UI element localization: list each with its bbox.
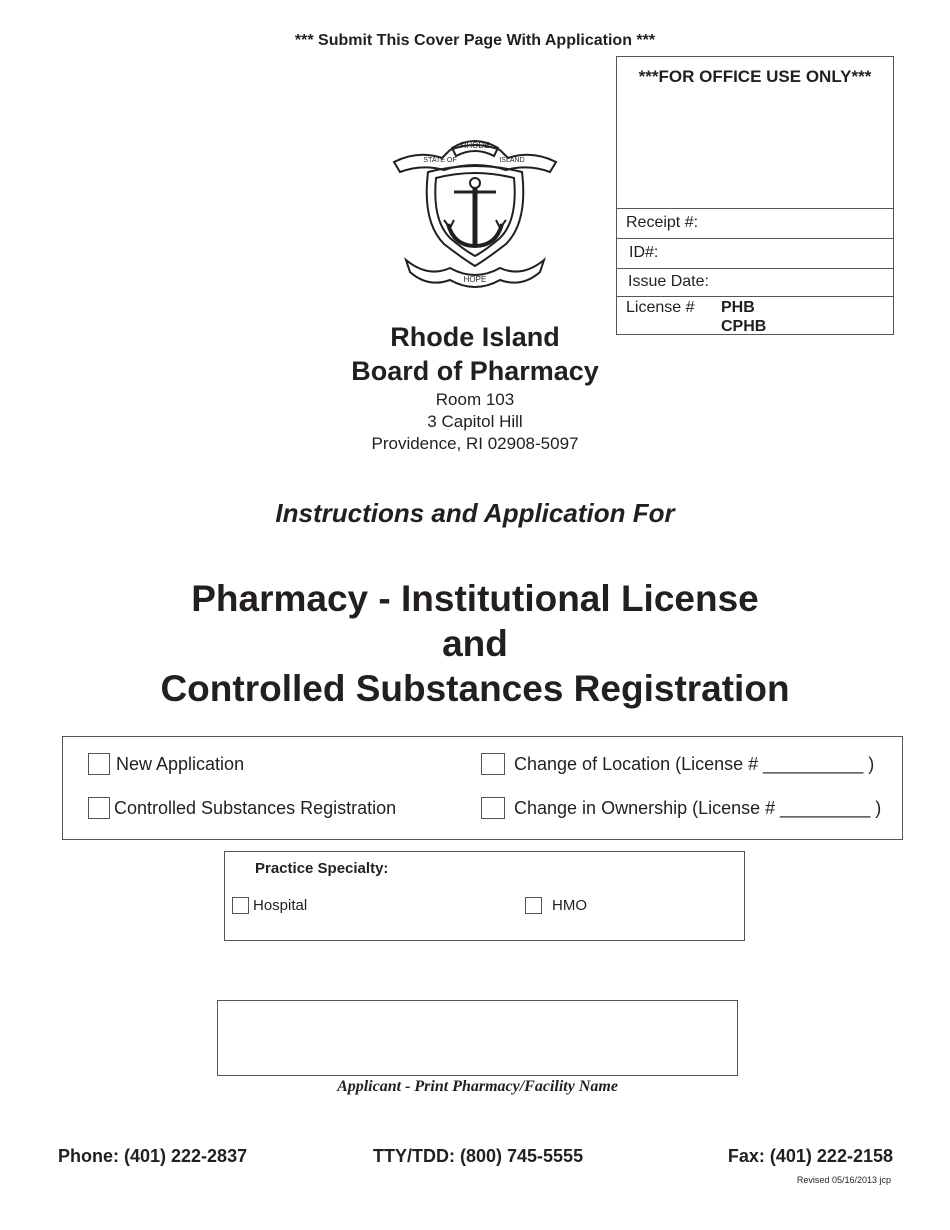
change-location-checkbox[interactable]	[481, 753, 505, 775]
change-ownership-checkbox[interactable]	[481, 797, 505, 819]
hmo-option[interactable]	[525, 897, 587, 914]
change-location-option[interactable]	[481, 753, 874, 775]
seal-bottom-text: HOPE	[463, 275, 487, 284]
receipt-field	[617, 208, 893, 238]
seal-right-text: ISLAND	[499, 157, 525, 164]
hmo-checkbox[interactable]	[525, 897, 542, 914]
board-name-line1: Rhode Island	[390, 322, 560, 352]
main-title-line: Pharmacy - Institutional License	[191, 578, 759, 619]
hospital-option[interactable]	[232, 897, 307, 914]
seal-top-text: RHODE	[460, 141, 490, 150]
id-label: ID#:	[629, 244, 659, 261]
application-type-box	[62, 736, 903, 840]
instructions-title: Instructions and Application For	[275, 498, 675, 528]
change-location-label: Change of Location (License # __________ )	[514, 753, 875, 774]
receipt-label: Receipt #:	[626, 214, 699, 231]
issue-date-label: Issue Date:	[628, 273, 709, 290]
office-use-title: ***FOR OFFICE USE ONLY***	[638, 67, 872, 86]
change-ownership-label: Change in Ownership (License # _________ )	[514, 797, 882, 818]
rhode-island-seal-logo	[388, 132, 562, 294]
practice-specialty-title: Practice Specialty:	[255, 860, 389, 877]
id-field	[617, 238, 893, 268]
hospital-checkbox[interactable]	[232, 897, 249, 914]
controlled-substances-option[interactable]	[88, 797, 396, 819]
facility-name-field[interactable]	[217, 1000, 738, 1076]
issue-date-field	[617, 268, 893, 296]
office-use-box	[616, 56, 894, 335]
license-field	[617, 296, 893, 335]
seal-left-text: STATE OF	[423, 157, 457, 164]
main-title-line: Controlled Substances Registration	[160, 668, 790, 709]
license-code-cphb: CPHB	[721, 318, 767, 335]
change-ownership-option[interactable]	[481, 797, 881, 819]
license-label: License #	[626, 299, 695, 316]
phone-number: Phone: (401) 222-2837	[58, 1146, 248, 1166]
submit-note: *** Submit This Cover Page With Application ***	[294, 32, 656, 49]
tty-number: TTY/TDD: (800) 745-5555	[373, 1146, 584, 1166]
address-line: Providence, RI 02908-5097	[371, 434, 579, 453]
address-line: Room 103	[435, 390, 515, 409]
main-title	[0, 576, 950, 711]
revision-note: Revised 05/16/2013 jcp	[796, 1175, 891, 1185]
practice-specialty-box	[224, 851, 745, 941]
controlled-substances-checkbox[interactable]	[88, 797, 110, 819]
hmo-label: HMO	[552, 897, 587, 914]
board-address	[300, 389, 650, 455]
facility-name-caption: Applicant - Print Pharmacy/Facility Name	[337, 1078, 618, 1095]
board-name-line2: Board of Pharmacy	[351, 356, 599, 386]
new-application-checkbox[interactable]	[88, 753, 110, 775]
new-application-label: New Application	[116, 753, 245, 774]
main-title-line: and	[442, 623, 508, 664]
license-code-phb: PHB	[721, 299, 755, 316]
fax-number: Fax: (401) 222-2158	[727, 1146, 893, 1166]
new-application-option[interactable]	[88, 753, 244, 775]
board-name	[300, 320, 650, 388]
controlled-substances-label: Controlled Substances Registration	[114, 797, 397, 818]
address-line: 3 Capitol Hill	[427, 412, 523, 431]
hospital-label: Hospital	[253, 897, 308, 914]
